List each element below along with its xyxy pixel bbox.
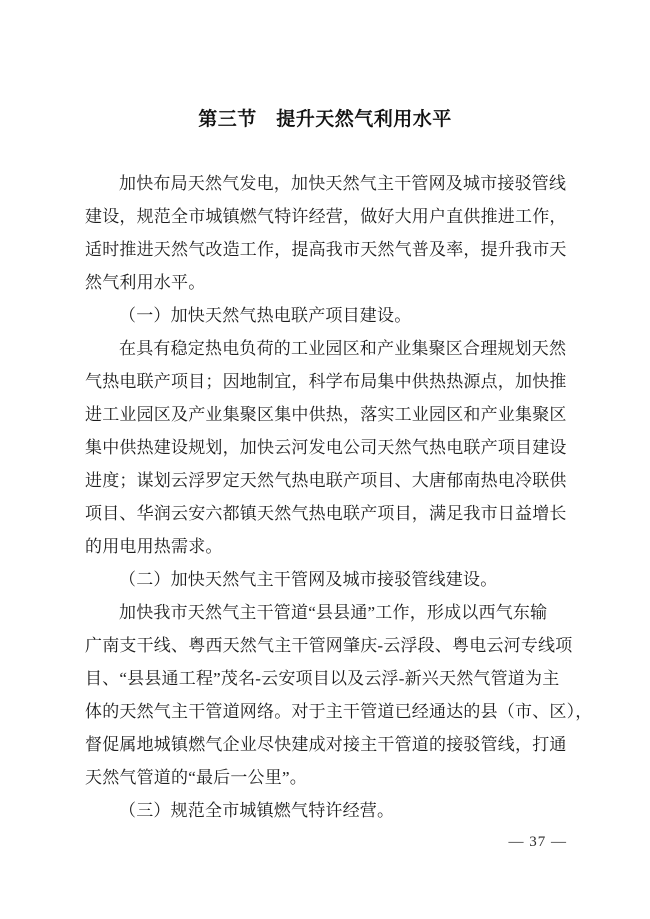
text-line: 进度；谋划云浮罗定天然气热电联产项目、大唐郁南热电冷联供 <box>85 471 567 490</box>
text-line: 天然气管道的“最后一公里”。 <box>85 768 307 787</box>
text-line: 目、“县县通工程”茂名-云安项目以及云浮-新兴天然气管道为主 <box>85 669 560 688</box>
subheading-1-text: （一）加快天然气热电联产项目建设。 <box>119 306 412 325</box>
text-line: 集中供热建设规划，加快云河发电公司天然气热电联产项目建设 <box>85 438 567 457</box>
page-number: — 37 — <box>508 834 567 850</box>
subheading-2 <box>85 563 567 596</box>
document-body <box>85 167 593 827</box>
text-line: 体的天然气主干管道网络。对于主干管道已经通达的县（市、区）， <box>85 702 593 721</box>
text-line: 然气利用水平。 <box>85 273 206 292</box>
text-line: 适时推进天然气改造工作，提高我市天然气普及率，提升我市天 <box>85 240 567 259</box>
text-line: 项目、华润云安六都镇天然气热电联产项目，满足我市日益增长 <box>85 504 567 523</box>
text-line: 建设，规范全市城镇燃气特许经营，做好大用户直供推进工作， <box>85 207 567 226</box>
text-line: 气热电联产项目；因地制宜，科学布局集中供热热源点，加快推 <box>85 372 567 391</box>
subheading-2-text: （二）加快天然气主干管网及城市接驳管线建设。 <box>119 570 498 589</box>
subheading-1 <box>85 299 567 332</box>
text-line: 加快我市天然气主干管道“县县通”工作，形成以西气东输 <box>119 603 548 622</box>
subheading-3-text: （三）规范全市城镇燃气特许经营。 <box>119 801 395 820</box>
text-line: 加快布局天然气发电，加快天然气主干管网及城市接驳管线 <box>119 174 567 193</box>
text-line: 督促属地城镇燃气企业尽快建成对接主干管道的接驳管线，打通 <box>85 735 567 754</box>
text-line: 进工业园区及产业集聚区集中供热，落实工业园区和产业集聚区 <box>85 405 567 424</box>
text-line: 广南支干线、粤西天然气主干管网肇庆-云浮段、粤电云河专线项 <box>85 636 573 655</box>
paragraph-intro <box>85 167 567 299</box>
section-title: 第三节 提升天然气利用水平 <box>198 109 452 130</box>
paragraph-section-1 <box>85 332 567 563</box>
text-line: 在具有稳定热电负荷的工业园区和产业集聚区合理规划天然 <box>119 339 567 358</box>
subheading-3 <box>85 794 567 827</box>
text-line: 的用电用热需求。 <box>85 537 223 556</box>
paragraph-section-2 <box>85 596 593 794</box>
